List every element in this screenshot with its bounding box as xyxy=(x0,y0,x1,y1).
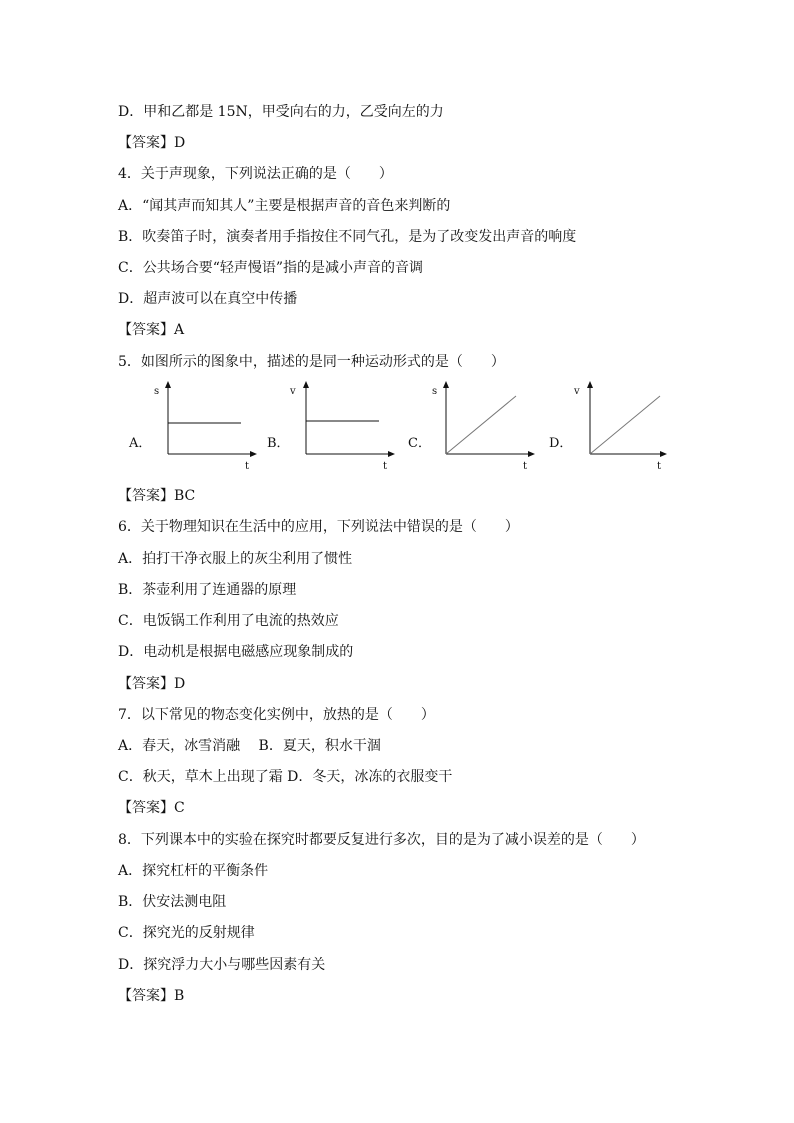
q7-question: 7．以下常见的物态变化实例中，放热的是（ ） xyxy=(118,707,435,723)
q6-option-b: B．茶壶利用了连通器的原理 xyxy=(118,582,297,598)
graph-d-line xyxy=(590,396,660,454)
graph-a-plot xyxy=(126,380,266,480)
graph-d-plot xyxy=(546,380,686,480)
graph-a xyxy=(126,380,266,480)
graph-d xyxy=(546,380,686,480)
graph-c-ylabel: s xyxy=(432,386,438,397)
q4-option-b: B．吹奏笛子时，演奏者用手指按住不同气孔，是为了改变发出声音的响度 xyxy=(118,229,577,245)
q6-question: 6．关于物理知识在生活中的应用，下列说法中错误的是（ ） xyxy=(118,519,519,535)
graph-b-ylabel: v xyxy=(290,386,296,397)
q5-question: 5．如图所示的图象中，描述的是同一种运动形式的是（ ） xyxy=(118,354,505,370)
graph-a-ylabel: s xyxy=(154,386,160,397)
q3-option-d: D．甲和乙都是 15N，甲受向右的力，乙受向左的力 xyxy=(118,104,444,120)
graph-c-option: C． xyxy=(408,436,431,451)
q8-answer: 【答案】B xyxy=(118,988,185,1004)
graph-d-ylabel: v xyxy=(574,386,580,397)
q7-options-cd: C．秋天，草木上出现了霜 D．冬天，冰冻的衣服变干 xyxy=(118,769,453,785)
q6-option-a: A．拍打干净衣服上的灰尘利用了惯性 xyxy=(118,551,353,567)
q8-option-d: D．探究浮力大小与哪些因素有关 xyxy=(118,957,326,973)
q4-option-a: A．“闻其声而知其人”主要是根据声音的音色来判断的 xyxy=(118,198,451,214)
graph-b-option: B． xyxy=(267,436,290,451)
graph-c-line xyxy=(446,396,516,454)
q8-option-b: B．伏安法测电阻 xyxy=(118,894,227,910)
graph-b xyxy=(264,380,404,480)
q4-question: 4．关于声现象，下列说法正确的是（ ） xyxy=(118,166,393,182)
graph-c-y-arrow xyxy=(443,381,449,388)
graph-a-option: A． xyxy=(129,436,152,451)
q8-option-c: C．探究光的反射规律 xyxy=(118,925,255,941)
q4-option-c: C．公共场合要“轻声慢语”指的是减小声音的音调 xyxy=(118,260,424,276)
graph-d-x-arrow xyxy=(660,451,667,457)
graph-d-y-arrow xyxy=(587,381,593,388)
q4-option-d: D．超声波可以在真空中传播 xyxy=(118,291,298,307)
q6-option-c: C．电饭锅工作利用了电流的热效应 xyxy=(118,613,339,629)
q8-option-a: A．探究杠杆的平衡条件 xyxy=(118,863,269,879)
q6-answer: 【答案】D xyxy=(118,676,186,692)
graph-c-x-arrow xyxy=(528,451,535,457)
q6-option-d: D．电动机是根据电磁感应现象制成的 xyxy=(118,644,354,660)
graph-a-x-arrow xyxy=(250,451,257,457)
q4-answer: 【答案】A xyxy=(118,322,185,338)
graph-d-xlabel: t xyxy=(657,461,662,472)
graph-c xyxy=(406,380,546,480)
graph-d-option: D． xyxy=(549,436,573,451)
graph-a-y-arrow xyxy=(165,381,171,388)
q8-question: 8．下列课本中的实验在探究时都要反复进行多次，目的是为了减小误差的是（ ） xyxy=(118,832,645,848)
q7-options-ab: A．春天，冰雪消融 B．夏天，积水干涸 xyxy=(118,738,381,754)
graph-b-x-arrow xyxy=(388,451,395,457)
q3-answer: 【答案】D xyxy=(118,135,186,151)
q5-answer: 【答案】BC xyxy=(118,488,196,504)
q5-graphs xyxy=(118,380,678,480)
graph-a-xlabel: t xyxy=(245,461,250,472)
q7-answer: 【答案】C xyxy=(118,800,185,816)
graph-c-xlabel: t xyxy=(523,461,528,472)
graph-b-plot xyxy=(264,380,404,480)
graph-b-y-arrow xyxy=(303,381,309,388)
graph-c-plot xyxy=(406,380,546,480)
graph-b-xlabel: t xyxy=(383,461,388,472)
